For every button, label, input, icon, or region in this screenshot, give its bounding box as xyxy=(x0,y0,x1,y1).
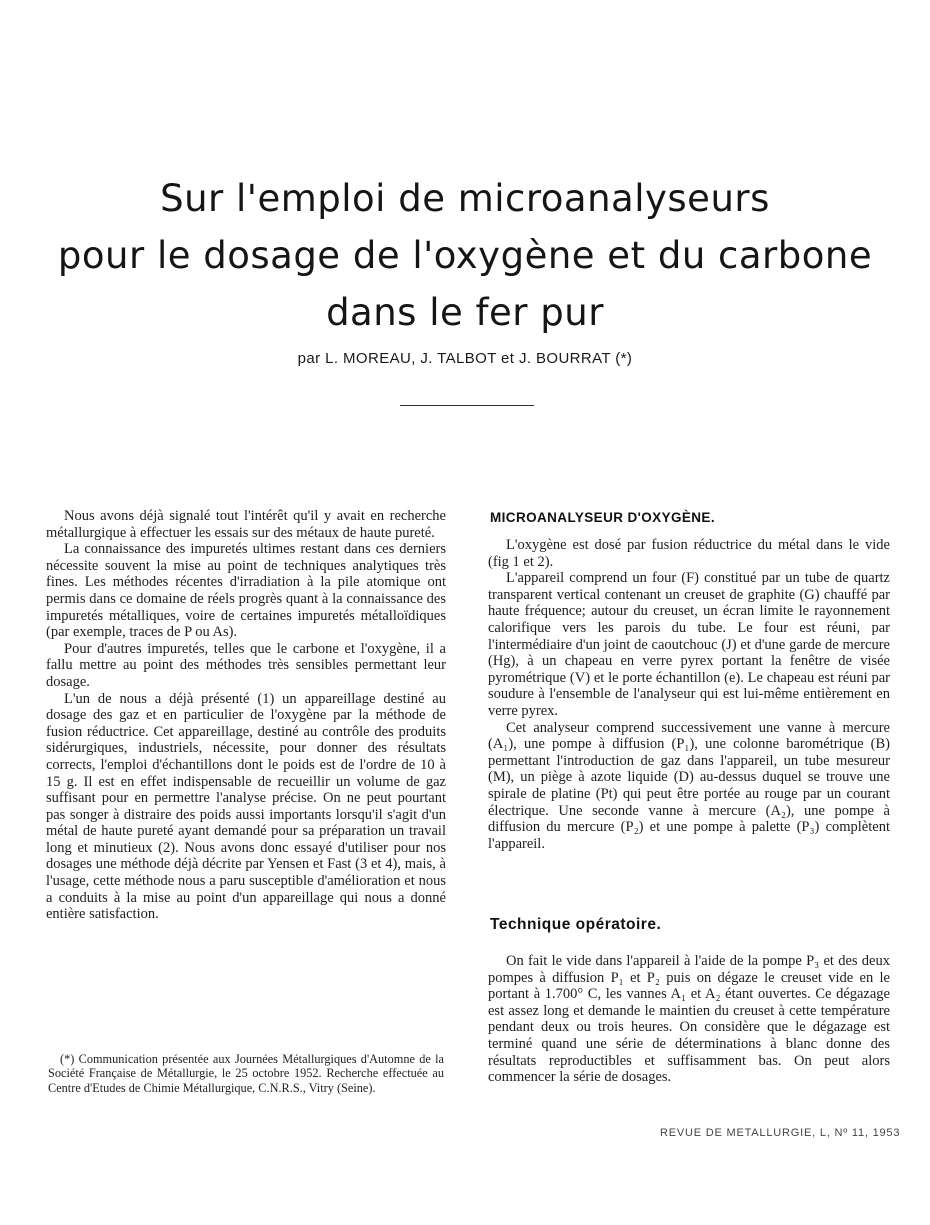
article-title xyxy=(0,170,930,341)
paragraph: Cet analyseur comprend successivement une vanne à mercure (A₁), une pompe à diffusion (P₁), une colonne barométrique (B) permettant l'introduction de gaz dans l'appareil, un tube mesureur (M), un piège à azote liquide (D) au-dessus duquel se trouve une spirale de platine (Pt) qui peut être portée au rouge par un courant électrique. Une seconde vanne à mercure (A₂), une pompe à diffusion du mercure (P₂) et une pompe à palette (P₃) complètent l'appareil. xyxy=(488,719,890,852)
title-line-1: Sur l'emploi de microanalyseurs xyxy=(160,177,770,220)
author-line: par L. MOREAU, J. TALBOT et J. BOURRAT (*) xyxy=(297,350,633,367)
subsection-heading: Technique opératoire. xyxy=(490,916,662,933)
title-line-2: pour le dosage de l'oxygène et du carbone xyxy=(57,234,873,277)
footnote xyxy=(48,1052,444,1095)
paragraph: Nous avons déjà signalé tout l'intérêt qu'il y avait en recherche métallurgique à effectuer les essais sur des métaux de haute pureté. xyxy=(46,508,446,541)
paragraph: La connaissance des impuretés ultimes restant dans ces derniers nécessite souvent la mise au point de techniques analytiques très fines. Les méthodes récentes d'irradiation à la pile atomique ont permis dans ce domaine de réels progrès quant à la connaissance des impuretés métalliques, voire de certaines impuretés métalloïdiques (par exemple, traces de P ou As). xyxy=(46,541,446,641)
paragraph: Pour d'autres impuretés, telles que le carbone et l'oxygène, il a fallu mettre au point des méthodes très sensibles permettant leur dosage. xyxy=(46,640,446,690)
paragraph: On fait le vide dans l'appareil à l'aide de la pompe P₃ et des deux pompes à diffusion P₁ et P₂ puis on dégaze le creuset vide en le portant à 1.700° C, les vannes A₁ et A₂ étant ouvertes. Ce dégazage est assez long et demande le maintien du creuset à cette température pendant deux ou trois heures. On considère que le dégazage est terminé quand une série de déterminations à blanc donne des résultats reproductibles et suffisamment bas. On peut alors commencer la série de dosages. xyxy=(488,953,890,1086)
journal-footer: REVUE DE METALLURGIE, L, Nº 11, 1953 xyxy=(660,1127,901,1139)
title-divider xyxy=(400,405,534,406)
section-heading: MICROANALYSEUR D'OXYGÈNE. xyxy=(490,510,715,525)
paragraph: L'oxygène est dosé par fusion réductrice du métal dans le vide (fig 1 et 2). xyxy=(488,537,890,570)
right-column xyxy=(488,537,890,852)
right-column-continued xyxy=(488,953,890,1086)
title-line-3: dans le fer pur xyxy=(326,291,604,334)
footnote-text: (*) Communication présentée aux Journées Métallurgiques d'Automne de la Société Française de Métallurgie, le 25 octobre 1952. Recherche effectuée au Centre d'Etudes de Chimie Métallurgique, C.N.R.S., Vitry (Seine). xyxy=(48,1052,444,1095)
paragraph: L'un de nous a déjà présenté (1) un appareillage destiné au dosage des gaz et en particulier de l'oxygène par la méthode de fusion réductrice. Cet appareillage, destiné au contrôle des produits sidérurgiques, industriels, nécessite, pour donner des résultats corrects, l'emploi d'échantillons dont le poids est de l'ordre de 10 à 15 g. Il est en effet indispensable de recueillir un volume de gaz suffisant pour en permettre l'analyse précise. On ne peut pourtant pas songer à distraire des poids aussi importants lorsqu'il s'agit d'un métal de haute pureté ayant demandé pour sa préparation un travail long et minutieux (2). Nous avons donc essayé d'utiliser pour nos dosages une méthode déjà décrite par Yensen et Fast (3 et 4), mais, à l'usage, cette méthode nous a paru susceptible d'amélioration et nous a conduits à la mise au point d'un appareillage qui nous a donné entière satisfaction. xyxy=(46,690,446,923)
paragraph: L'appareil comprend un four (F) constitué par un tube de quartz transparent vertical contenant un creuset de graphite (G) chauffé par haute fréquence; autour du creuset, un écran limite le rayonnement calorifique vers les parois du tube. Le four est réuni, par l'intermédiaire d'un joint de caoutchouc (J) et d'une garde de mercure (Hg), à un chapeau en verre pyrex portant la fenêtre de visée pyrométrique (V) et le porte échantillon (e). Le chapeau est réuni par soudure à l'ensemble de l'analyseur qui est lui-même entièrement en verre pyrex. xyxy=(488,570,890,719)
left-column xyxy=(46,508,446,923)
